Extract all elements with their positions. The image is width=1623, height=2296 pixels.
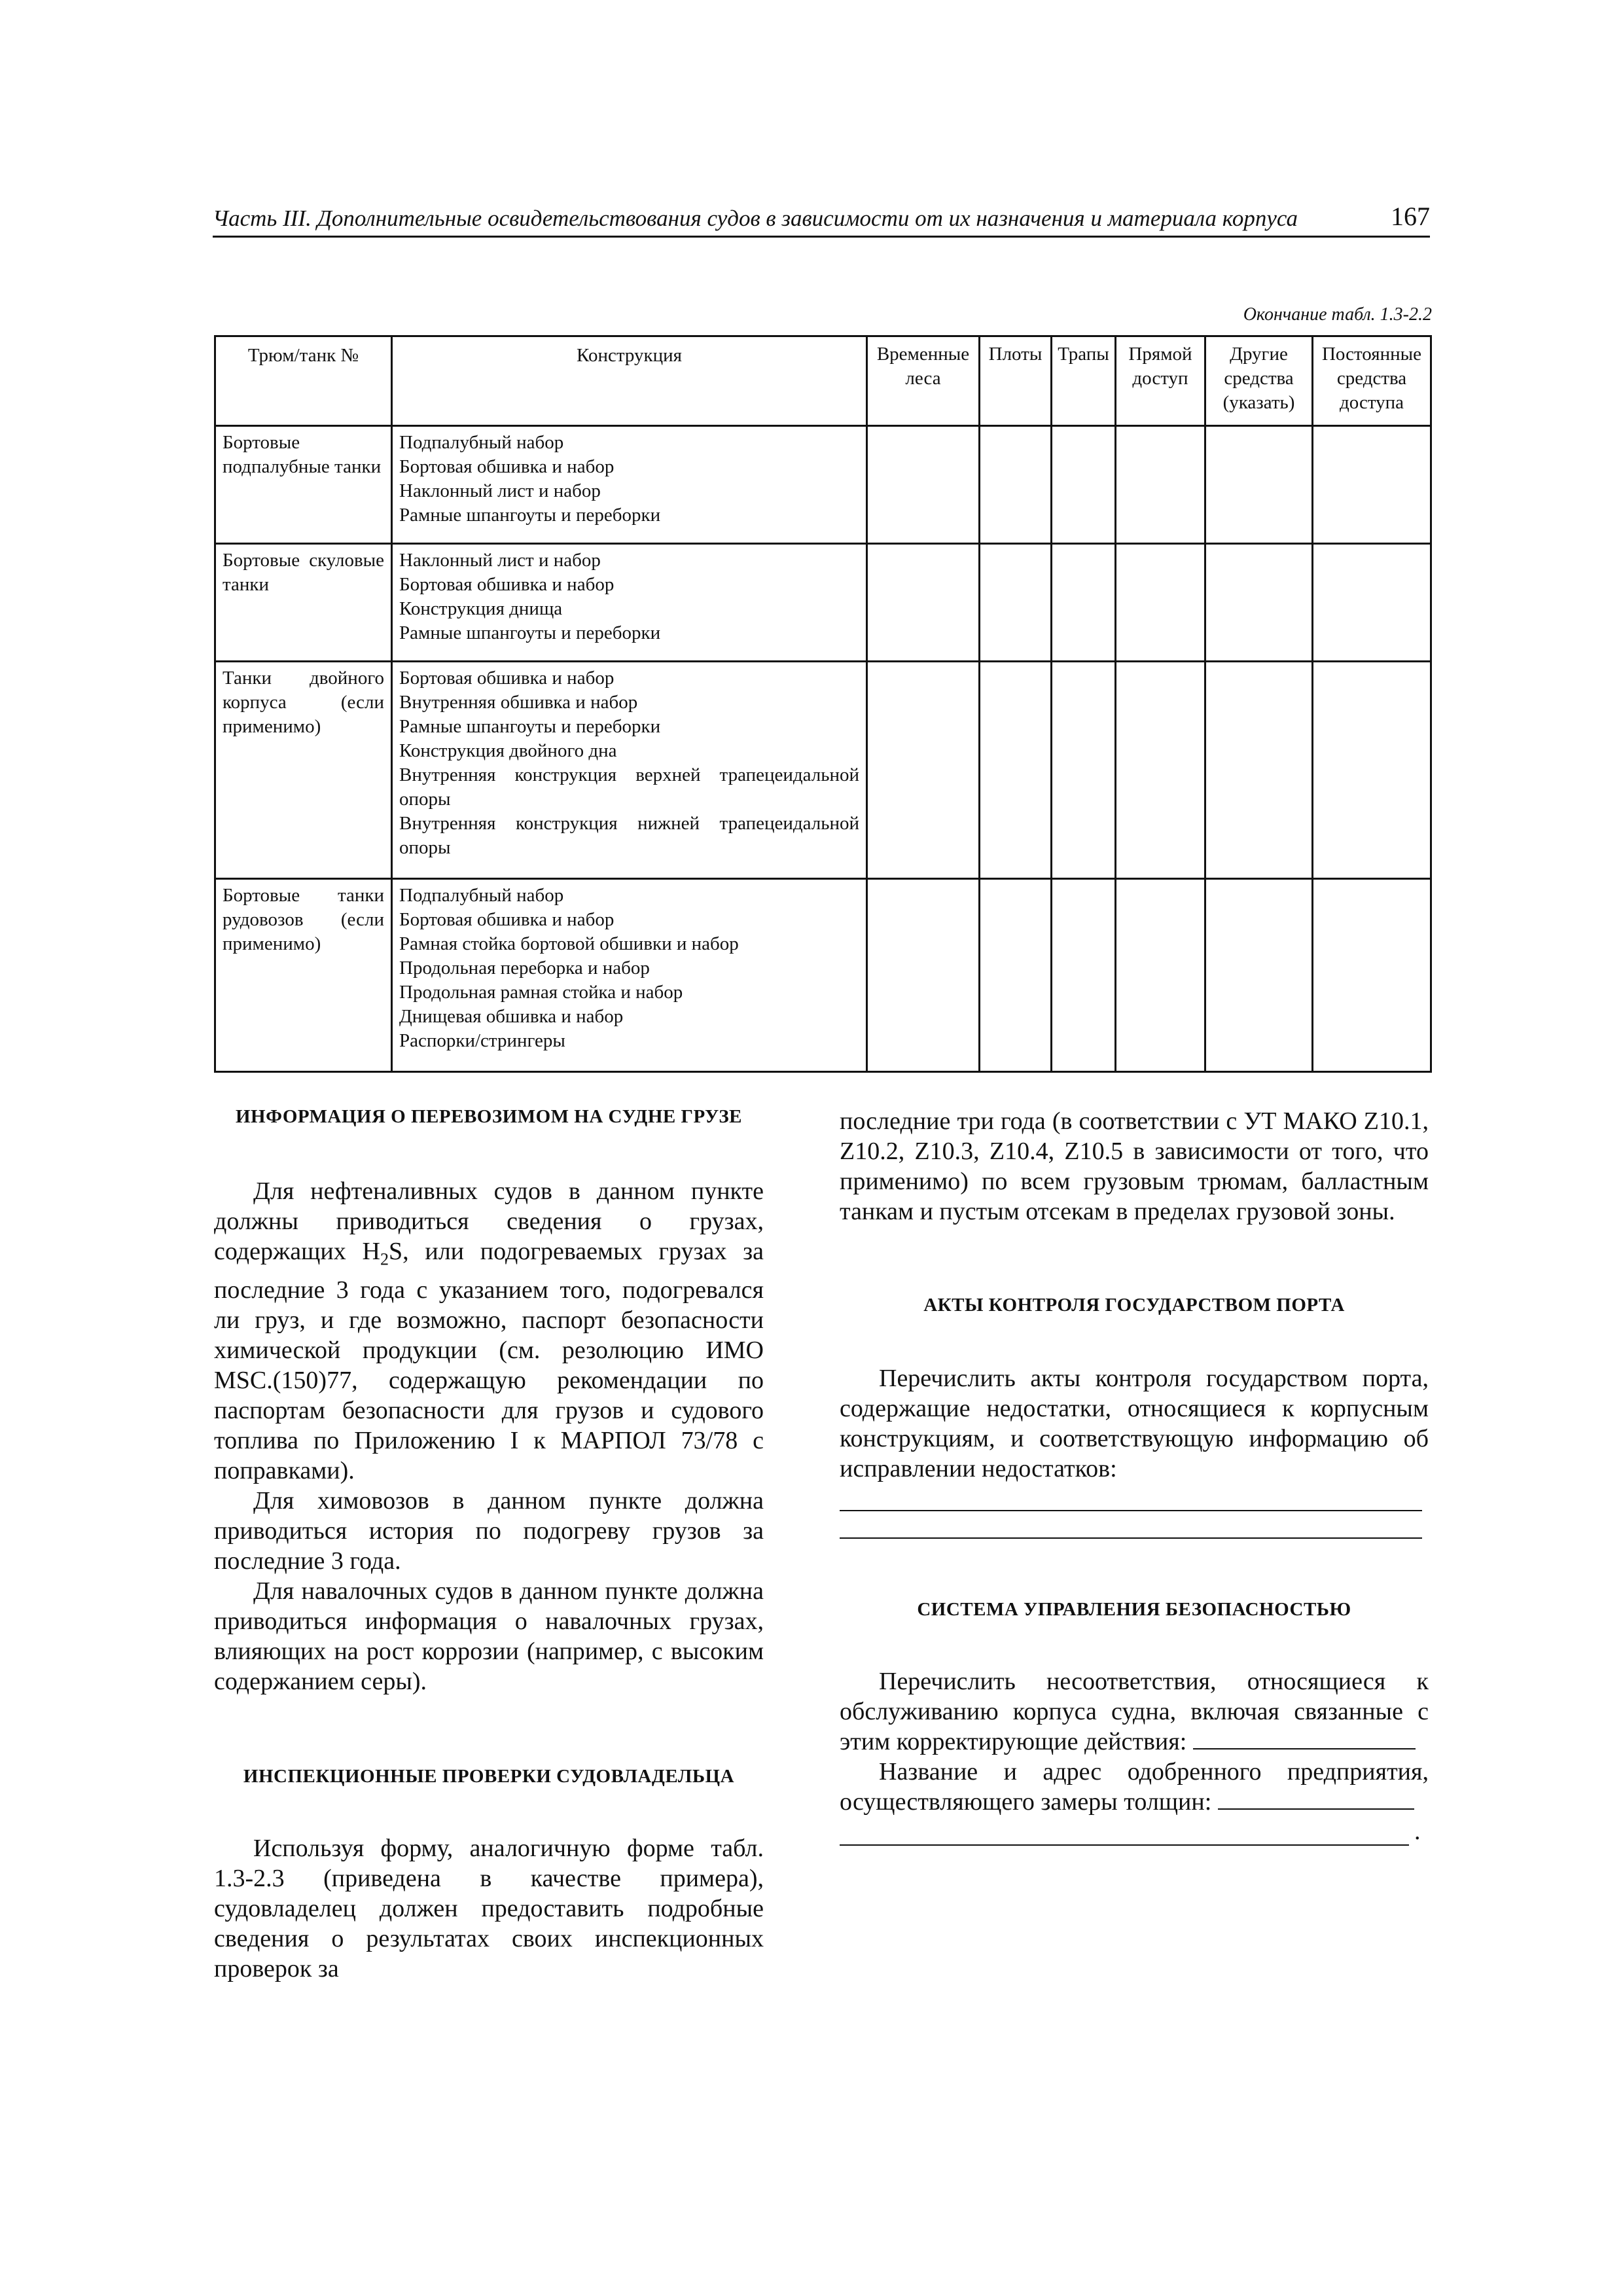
empty-cell [1116, 879, 1205, 1072]
structure-item: Продольная переборка и набор [399, 958, 650, 978]
empty-cell [1313, 544, 1431, 662]
empty-cell [867, 426, 980, 544]
end-period: . [1414, 1818, 1421, 1845]
structure-item: Бортовая обшивка и набор [399, 668, 615, 689]
blank-line [1218, 1789, 1414, 1810]
paragraph-port-state-control: Перечислить акты контроля государством порта, содержащие недостатки, относящиеся к корпусным конструкциям, и соответствующую информацию об исправлении недостатков: [840, 1365, 1429, 1482]
column-header-structure: Конструкция [392, 336, 867, 426]
structure-cell [392, 879, 867, 1072]
column-header-rafts: Плоты [980, 336, 1052, 426]
column-header-ladders: Трапы [1052, 336, 1116, 426]
paragraph-owner-inspections-continued: последние три года (в соответствии с УТ МАКО Z10.1, Z10.2, Z10.3, Z10.4, Z10.5 в зависимости от того, что применимо) по всем грузовым трюмам, балластным танкам и пустым отсекам в пределах грузовой зоны. [840, 1107, 1429, 1225]
paragraph-tanker-cargo [214, 1176, 764, 1486]
paragraph-thickness-firm [840, 1757, 1429, 1817]
table-row [215, 544, 1431, 662]
table-caption: Окончание табл. 1.3-2.2 [1243, 304, 1432, 325]
empty-cell [867, 662, 980, 879]
empty-cell [1205, 544, 1313, 662]
paragraph-chemical-tanker: Для химовозов в данном пункте должна приводиться история по подогреву грузов за последние 3 года. [214, 1486, 764, 1575]
hold-cell: Бортовые танки рудовозов (если применимо) [215, 879, 392, 1072]
empty-cell [1052, 662, 1116, 879]
hold-cell: Бортовые подпалубные танки [215, 426, 392, 544]
paragraph-owner-inspections: Используя форму, аналогичную форме табл. 1.3-2.3 (приведена в качестве примера), судовладелец должен предоставить подробные сведения о результатах своих инспекционных проверок за [214, 1834, 764, 1982]
column-header-permanent-means: Постоянные средства доступа [1313, 336, 1431, 426]
table-row [215, 662, 1431, 879]
running-header [213, 196, 1430, 238]
paragraph-bulk-carrier: Для навалочных судов в данном пункте должна приводиться информация о навалочных грузах, влияющих на рост коррозии (например, с высоким содержанием серы). [214, 1577, 764, 1695]
table-header-row [215, 336, 1431, 426]
empty-cell [1116, 662, 1205, 879]
structure-item: Внутренняя конструкция верхней трапецеидальной опоры [399, 764, 859, 810]
structure-item: Наклонный лист и набор [399, 550, 601, 571]
empty-cell [1313, 426, 1431, 544]
empty-cell [1052, 426, 1116, 544]
structure-item: Конструкция днища [399, 598, 563, 619]
section-heading-safety-management: СИСТЕМА УПРАВЛЕНИЯ БЕЗОПАСНОСТЬЮ [917, 1599, 1351, 1620]
section-heading-port-state-control: АКТЫ КОНТРОЛЯ ГОСУДАРСТВОМ ПОРТА [923, 1295, 1345, 1316]
paragraph-text: Название и адрес одобренного предприятия, осуществляющего замеры толщин: [840, 1758, 1429, 1816]
empty-cell [980, 426, 1052, 544]
paragraph-text: S, или подогреваемых грузах за последние 3 года с указанием того, подогревался ли груз, и где возможно, паспорт безопасности химической продукции (см. резолюцию ИМО MSC.(150)77, содержащую рекомендации по паспортам безопасности для грузов и судового топлива по Приложению I к МАРПОЛ 73/78 с поправками). [214, 1238, 764, 1484]
empty-cell [1205, 662, 1313, 879]
page-number: 167 [1391, 202, 1430, 231]
structure-item: Конструкция двойного дна [399, 740, 617, 761]
structure-item: Подпалубный набор [399, 432, 564, 453]
column-header-temporary-staging: Временные леса [867, 336, 980, 426]
empty-cell [1052, 879, 1116, 1072]
empty-cell [1052, 544, 1116, 662]
right-column [840, 1106, 1429, 1846]
structure-item: Продольная рамная стойка и набор [399, 982, 683, 1003]
paragraph-text: Перечислить несоответствия, относящиеся к обслуживанию корпуса судна, включая связанные с этим корректирующие действия: [840, 1668, 1429, 1755]
structure-item: Рамные шпангоуты и переборки [399, 716, 661, 737]
empty-cell [1313, 879, 1431, 1072]
empty-cell [980, 544, 1052, 662]
paragraph-safety-nonconformities [840, 1666, 1429, 1757]
section-heading-cargo-info: ИНФОРМАЦИЯ О ПЕРЕВОЗИМОМ НА СУДНЕ ГРУЗЕ [235, 1106, 743, 1127]
structure-item: Бортовая обшивка и набор [399, 574, 615, 595]
structure-item: Распорки/стрингеры [399, 1030, 565, 1051]
blank-line [840, 1818, 1409, 1846]
structure-item: Днищевая обшивка и набор [399, 1006, 624, 1027]
structure-item: Рамная стойка бортовой обшивки и набор [399, 933, 739, 954]
empty-cell [1116, 426, 1205, 544]
hold-cell: Танки двойного корпуса (если применимо) [215, 662, 392, 879]
column-header-direct-access: Прямой доступ [1116, 336, 1205, 426]
section-heading-owner-inspections: ИНСПЕКЦИОННЫЕ ПРОВЕРКИ СУДОВЛАДЕЛЬЦА [243, 1765, 735, 1787]
structure-item: Внутренняя обшивка и набор [399, 692, 638, 713]
paragraph-text: Для нефтеналивных судов в данном пункте должны приводиться сведения о грузах, содержащих H [214, 1177, 764, 1265]
structure-item: Бортовая обшивка и набор [399, 909, 615, 930]
blank-line-row [840, 1817, 1429, 1846]
table-row [215, 879, 1431, 1072]
structure-item: Бортовая обшивка и набор [399, 456, 615, 477]
empty-cell [1205, 879, 1313, 1072]
blank-line [840, 1484, 1422, 1511]
table-row [215, 426, 1431, 544]
structure-item: Внутренняя конструкция нижней трапецеидальной опоры [399, 813, 859, 858]
structure-item: Рамные шпангоуты и переборки [399, 505, 661, 526]
empty-cell [1205, 426, 1313, 544]
empty-cell [867, 879, 980, 1072]
column-header-other-means: Другие средства (указать) [1205, 336, 1313, 426]
structure-item: Рамные шпангоуты и переборки [399, 622, 661, 643]
structure-cell [392, 662, 867, 879]
empty-cell [1313, 662, 1431, 879]
running-header-title: Часть III. Дополнительные освидетельствования судов в зависимости от их назначения и материала корпуса [213, 206, 1298, 231]
structure-item: Подпалубный набор [399, 885, 564, 906]
left-column [214, 1106, 764, 1984]
blank-line [840, 1511, 1422, 1539]
column-header-hold: Трюм/танк № [215, 336, 392, 426]
structure-cell [392, 544, 867, 662]
hold-cell: Бортовые скуловые танки [215, 544, 392, 662]
empty-cell [980, 879, 1052, 1072]
empty-cell [867, 544, 980, 662]
empty-cell [1116, 544, 1205, 662]
blank-line [1193, 1729, 1416, 1749]
empty-cell [980, 662, 1052, 879]
access-means-table [214, 335, 1432, 1073]
structure-item: Наклонный лист и набор [399, 480, 601, 501]
subscript: 2 [380, 1249, 389, 1269]
structure-cell [392, 426, 867, 544]
